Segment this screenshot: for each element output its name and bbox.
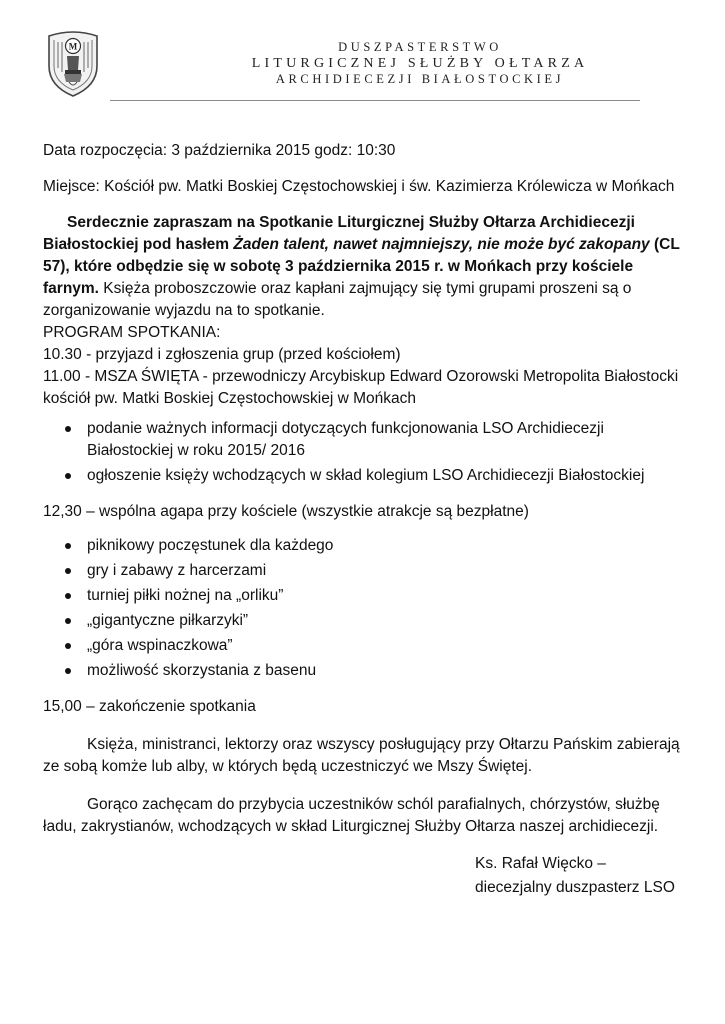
list-item: „gigantyczne piłkarzyki” [87, 610, 683, 632]
list-item: gry i zabawy z harcerzami [87, 560, 683, 582]
program-item-agape: 12,30 – wspólna agapa przy kościele (wszystkie atrakcje są bezpłatne) [43, 503, 529, 520]
list-item: piknikowy poczęstunek dla każdego [87, 535, 683, 557]
start-date: Data rozpoczęcia: 3 października 2015 godz: 10:30 [43, 142, 396, 159]
letterhead-line-2: LITURGICZNEJ SŁUŻBY OŁTARZA [251, 56, 589, 71]
signature-role: diecezjalny duszpasterz LSO [475, 879, 675, 896]
header-divider [110, 100, 640, 101]
list-item: możliwość skorzystania z basenu [87, 660, 683, 682]
invitation-bold-end: (CL 57), które odbędzie się w sobotę 3 października 2015 r. w Mońkach przy kościele farnym. [43, 236, 680, 297]
letterhead-title [215, 40, 625, 87]
list-item: podanie ważnych informacji dotyczących funkcjonowania LSO Archidiecezji Białostockiej w roku 2015/ 2016 [87, 418, 683, 462]
event-location: Miejsce: Kościół pw. Matki Boskiej Częstochowskiej i św. Kazimierza Królewicza w Mońkach [43, 178, 675, 195]
program-item-arrival: 10.30 - przyjazd i zgłoszenia grup (przed kościołem) [43, 346, 401, 363]
signature-name: Ks. Rafał Więcko – [475, 855, 606, 872]
letter-body [43, 140, 683, 900]
list-item: „góra wspinaczkowa” [87, 635, 683, 657]
letterhead-line-1: DUSZPASTERSTWO [338, 40, 502, 54]
attractions-bullet-list [43, 535, 683, 682]
letterhead-line-3: ARCHIDIECEZJI BIAŁOSTOCKIEJ [275, 72, 565, 86]
diocese-emblem-icon [45, 30, 101, 98]
list-item: turniej piłki nożnej na „orliku” [87, 585, 683, 607]
mass-bullet-list [43, 418, 683, 487]
signature [475, 852, 683, 900]
invitation-note: Księża proboszczowie oraz kapłani zajmujący się tymi grupami proszeni są o zorganizowanie wyjazdu na to spotkanie. [43, 280, 632, 319]
program-item-closing: 15,00 – zakończenie spotkania [43, 698, 256, 715]
letterhead [0, 0, 725, 104]
invitation-paragraph [43, 212, 683, 322]
invitation-bold-start: Serdecznie zapraszam na Spotkanie Liturgicznej Służby Ołtarza Archidiecezji Białostockiej pod hasłem [43, 214, 635, 253]
motto: Żaden talent, nawet najmniejszy, nie może być zakopany [233, 236, 650, 253]
program-heading: PROGRAM SPOTKANIA: [43, 324, 221, 341]
list-item: ogłoszenie księży wchodzących w skład kolegium LSO Archidiecezji Białostockiej [87, 465, 683, 487]
program-item-mass: 11.00 - MSZA ŚWIĘTA - przewodniczy Arcybiskup Edward Ozorowski Metropolita Białostocki kościół pw. Matki Boskiej Częstochowskiej w Mońkach [43, 368, 679, 407]
invitation-scholas-paragraph: Gorąco zachęcam do przybycia uczestników schól parafialnych, chórzystów, służbę ładu, zakrystianów, wchodzących w skład Liturgicznej Służby Ołtarza naszej archidiecezji. [43, 796, 660, 835]
attire-paragraph: Księża, ministranci, lektorzy oraz wszyscy posługujący przy Ołtarzu Pańskim zabierają ze sobą komże lub alby, w których będą uczestniczyć we Mszy Świętej. [43, 736, 680, 775]
svg-text:M: M [68, 41, 78, 52]
